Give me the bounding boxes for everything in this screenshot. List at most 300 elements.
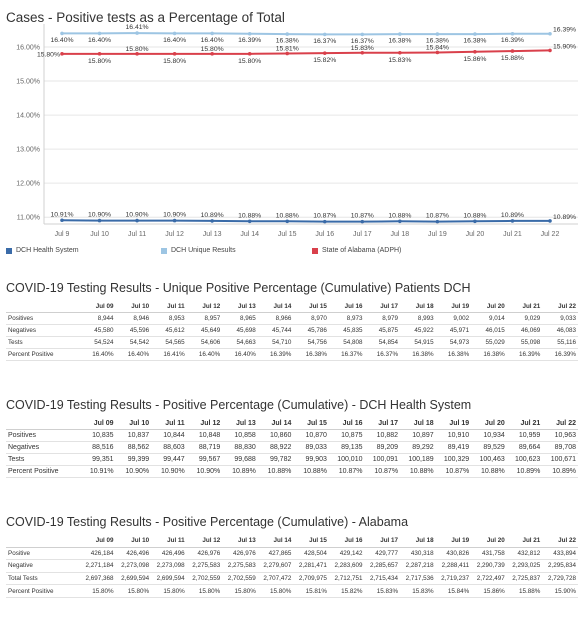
column-header: Jul 20	[471, 535, 507, 547]
table-cell: 2,283,609	[329, 560, 365, 573]
row-label: Total Tests	[6, 572, 80, 585]
table-cell: 16.40%	[222, 349, 258, 361]
data-point	[436, 32, 440, 36]
data-point	[285, 219, 289, 223]
table-alabama	[6, 535, 578, 598]
table-cell: 89,708	[542, 442, 578, 454]
data-point	[436, 220, 440, 224]
data-label: 15.80%	[88, 57, 112, 65]
table-cell: 10,897	[400, 430, 436, 442]
table-cell: 16.39%	[542, 349, 578, 361]
table-cell: 100,329	[436, 454, 472, 466]
table-cell: 89,135	[329, 442, 365, 454]
table-cell: 2,288,411	[436, 560, 472, 573]
data-point	[511, 32, 515, 36]
data-label: 10.90%	[88, 211, 112, 219]
table-cell: 16.37%	[365, 349, 401, 361]
table-cell: 10.88%	[400, 466, 436, 478]
data-label: 16.37%	[350, 37, 374, 45]
data-label: 10.87%	[425, 212, 449, 220]
column-header: Jul 11	[151, 301, 187, 313]
column-header: Jul 22	[542, 418, 578, 430]
legend-item	[312, 247, 401, 254]
table-cell: 2,699,594	[116, 572, 152, 585]
table-cell: 54,710	[258, 337, 294, 349]
x-tick-label: Jul 10	[90, 231, 109, 238]
table-title-dch-health-system: COVID-19 Testing Results - Positive Percentage (Cumulative) - DCH Health System	[6, 398, 472, 412]
table-cell: 88,562	[116, 442, 152, 454]
table-cell: 10,870	[293, 430, 329, 442]
table-cell: 45,875	[365, 325, 401, 337]
data-point	[60, 52, 64, 56]
table-cell: 8,953	[151, 313, 187, 325]
table-cell: 10.87%	[436, 466, 472, 478]
table-cell: 2,702,559	[222, 572, 258, 585]
table-cell: 8,970	[293, 313, 329, 325]
table-row	[6, 313, 578, 325]
row-label: Tests	[6, 337, 80, 349]
table-cell: 433,894	[542, 547, 578, 560]
x-tick-label: Jul 11	[127, 231, 147, 238]
table-row	[6, 585, 578, 598]
table-row	[6, 572, 578, 585]
table-cell: 2,285,657	[365, 560, 401, 573]
table-corner	[6, 301, 80, 313]
table-cell: 2,275,583	[222, 560, 258, 573]
table-cell: 2,717,536	[400, 572, 436, 585]
column-header: Jul 21	[507, 301, 543, 313]
column-header: Jul 19	[436, 535, 472, 547]
table-cell: 55,029	[471, 337, 507, 349]
column-header: Jul 17	[365, 535, 401, 547]
column-header: Jul 09	[80, 418, 116, 430]
table-cell: 15.88%	[507, 585, 543, 598]
table-cell: 431,758	[471, 547, 507, 560]
column-header: Jul 21	[507, 418, 543, 430]
table-cell: 10,844	[151, 430, 187, 442]
x-tick-label: Jul 18	[390, 231, 410, 238]
table-cell: 88,719	[187, 442, 223, 454]
column-header: Jul 09	[80, 535, 116, 547]
table-title-unique-dch: COVID-19 Testing Results - Unique Positive Percentage (Cumulative) Patients DCH	[6, 281, 471, 295]
table-cell: 2,293,025	[507, 560, 543, 573]
data-label: 15.83%	[350, 44, 374, 52]
data-label: 10.90%	[125, 211, 149, 219]
data-label: 10.89%	[200, 211, 224, 219]
table-cell: 45,649	[187, 325, 223, 337]
table-cell: 429,142	[329, 547, 365, 560]
data-point	[511, 219, 515, 223]
data-point	[98, 219, 102, 223]
table-cell: 10.90%	[116, 466, 152, 478]
table-cell: 2,275,583	[187, 560, 223, 573]
table-cell: 426,496	[116, 547, 152, 560]
table-cell: 2,295,834	[542, 560, 578, 573]
chart-title: Cases - Positive tests as a Percentage of Total	[6, 10, 285, 25]
data-point	[60, 32, 64, 36]
data-point	[248, 32, 252, 36]
table-cell: 89,033	[293, 442, 329, 454]
data-point	[473, 32, 477, 36]
data-point	[173, 219, 177, 223]
table-cell: 10.89%	[507, 466, 543, 478]
column-header: Jul 15	[293, 301, 329, 313]
data-point	[285, 32, 289, 36]
data-label: 15.82%	[313, 57, 337, 65]
table-cell: 54,973	[436, 337, 472, 349]
table-cell: 10,934	[471, 430, 507, 442]
table-cell: 2,712,751	[329, 572, 365, 585]
data-point	[323, 33, 327, 37]
column-header: Jul 12	[187, 418, 223, 430]
data-label: 16.38%	[388, 37, 412, 45]
column-header: Jul 12	[187, 301, 223, 313]
column-header: Jul 17	[365, 418, 401, 430]
table-cell: 88,516	[80, 442, 116, 454]
table-row	[6, 547, 578, 560]
table-cell: 54,915	[400, 337, 436, 349]
x-tick-label: Jul 14	[240, 231, 260, 238]
table-cell: 2,702,559	[187, 572, 223, 585]
table-cell: 2,709,975	[293, 572, 329, 585]
table-cell: 10,858	[222, 430, 258, 442]
table-cell: 10,860	[258, 430, 294, 442]
table-cell: 99,447	[151, 454, 187, 466]
data-label: 16.40%	[50, 36, 74, 44]
data-point	[210, 219, 214, 223]
column-header: Jul 11	[151, 535, 187, 547]
data-point	[323, 51, 327, 55]
data-label: 16.40%	[163, 36, 187, 44]
table-cell: 10.87%	[329, 466, 365, 478]
table-cell: 8,979	[365, 313, 401, 325]
table-cell: 99,567	[187, 454, 223, 466]
table-row	[6, 466, 578, 478]
table-cell: 2,725,837	[507, 572, 543, 585]
x-tick-label: Jul 22	[540, 231, 560, 238]
data-label: 15.84%	[425, 44, 449, 52]
table-cell: 10.87%	[365, 466, 401, 478]
table-cell: 10.90%	[187, 466, 223, 478]
row-label: Positives	[6, 313, 80, 325]
table-cell: 430,826	[436, 547, 472, 560]
table-cell: 429,777	[365, 547, 401, 560]
column-header: Jul 16	[329, 301, 365, 313]
table-cell: 10,910	[436, 430, 472, 442]
table-cell: 427,865	[258, 547, 294, 560]
table-cell: 45,744	[258, 325, 294, 337]
table-cell: 2,273,098	[116, 560, 152, 573]
table-cell: 10,837	[116, 430, 152, 442]
table-cell: 10.88%	[471, 466, 507, 478]
data-label: 15.86%	[463, 55, 487, 63]
table-cell: 45,786	[293, 325, 329, 337]
data-label: 10.87%	[313, 212, 337, 220]
table-cell: 8,973	[329, 313, 365, 325]
table-cell: 54,663	[222, 337, 258, 349]
table-cell: 2,287,218	[400, 560, 436, 573]
data-point	[135, 31, 139, 35]
data-label: 15.80%	[36, 51, 60, 59]
table-cell: 46,069	[507, 325, 543, 337]
data-label: 15.80%	[238, 57, 262, 65]
table-row	[6, 337, 578, 349]
data-point	[548, 49, 552, 53]
table-cell: 2,729,728	[542, 572, 578, 585]
table-cell: 89,292	[400, 442, 436, 454]
table-cell: 8,966	[258, 313, 294, 325]
table-row	[6, 454, 578, 466]
y-tick-label: 13.00%	[16, 146, 40, 154]
table-cell: 100,463	[471, 454, 507, 466]
table-cell: 89,529	[471, 442, 507, 454]
table-cell: 2,273,098	[151, 560, 187, 573]
table-cell: 15.80%	[187, 585, 223, 598]
table-cell: 55,098	[507, 337, 543, 349]
column-header: Jul 15	[293, 535, 329, 547]
table-row	[6, 442, 578, 454]
table-cell: 10,963	[542, 430, 578, 442]
x-tick-label: Jul 9	[54, 231, 70, 238]
table-cell: 16.39%	[507, 349, 543, 361]
data-point	[511, 49, 515, 53]
row-label: Positive	[6, 547, 80, 560]
table-cell: 54,606	[187, 337, 223, 349]
table-cell: 99,351	[80, 454, 116, 466]
data-label: 16.39%	[553, 26, 577, 34]
y-tick-label: 11.00%	[16, 214, 40, 222]
table-cell: 10,835	[80, 430, 116, 442]
table-corner	[6, 535, 80, 547]
legend-label: DCH Unique Results	[171, 247, 236, 254]
data-label: 10.88%	[463, 212, 487, 220]
table-cell: 8,965	[222, 313, 258, 325]
legend-label: DCH Health System	[16, 247, 79, 254]
data-point	[248, 52, 252, 56]
data-point	[473, 50, 477, 54]
table-cell: 16.41%	[151, 349, 187, 361]
data-label: 10.88%	[238, 212, 262, 220]
row-label: Negative	[6, 560, 80, 573]
table-cell: 88,830	[222, 442, 258, 454]
table-cell: 45,922	[400, 325, 436, 337]
legend-swatch	[161, 248, 167, 254]
column-header: Jul 17	[365, 301, 401, 313]
table-cell: 99,782	[258, 454, 294, 466]
table-cell: 100,091	[365, 454, 401, 466]
legend-item	[6, 247, 79, 254]
data-point	[173, 52, 177, 56]
table-cell: 15.80%	[151, 585, 187, 598]
column-header: Jul 09	[80, 301, 116, 313]
table-cell: 54,565	[151, 337, 187, 349]
table-cell: 10.88%	[293, 466, 329, 478]
series-line	[62, 33, 550, 34]
x-tick-label: Jul 16	[315, 231, 335, 238]
y-tick-label: 12.00%	[16, 180, 40, 188]
table-cell: 9,014	[471, 313, 507, 325]
table-cell: 100,623	[507, 454, 543, 466]
x-tick-label: Jul 21	[503, 231, 522, 238]
column-header: Jul 13	[222, 535, 258, 547]
chart-legend	[6, 247, 578, 261]
column-header: Jul 14	[258, 301, 294, 313]
table-cell: 16.40%	[187, 349, 223, 361]
table-header-row	[6, 301, 578, 313]
series-line	[62, 220, 550, 221]
table-cell: 10.89%	[222, 466, 258, 478]
table-cell: 54,808	[329, 337, 365, 349]
table-cell: 426,496	[151, 547, 187, 560]
table-cell: 2,722,497	[471, 572, 507, 585]
column-header: Jul 11	[151, 418, 187, 430]
table-cell: 2,699,594	[151, 572, 187, 585]
table-cell: 16.37%	[329, 349, 365, 361]
table-corner	[6, 418, 80, 430]
table-header-row	[6, 535, 578, 547]
data-point	[210, 32, 214, 36]
table-cell: 10,848	[187, 430, 223, 442]
legend-swatch	[6, 248, 12, 254]
x-tick-label: Jul 13	[202, 231, 222, 238]
table-cell: 10.89%	[542, 466, 578, 478]
table-cell: 16.38%	[436, 349, 472, 361]
data-point	[361, 33, 365, 37]
table-cell: 15.90%	[542, 585, 578, 598]
table-cell: 428,504	[293, 547, 329, 560]
column-header: Jul 10	[116, 418, 152, 430]
column-header: Jul 20	[471, 301, 507, 313]
table-cell: 9,033	[542, 313, 578, 325]
data-label: 16.41%	[125, 24, 149, 32]
table-cell: 426,184	[80, 547, 116, 560]
x-tick-label: Jul 12	[165, 231, 184, 238]
legend-swatch	[312, 248, 318, 254]
column-header: Jul 20	[471, 418, 507, 430]
table-cell: 100,010	[329, 454, 365, 466]
table-cell: 2,281,471	[293, 560, 329, 573]
table-cell: 45,596	[116, 325, 152, 337]
column-header: Jul 12	[187, 535, 223, 547]
data-label: 15.80%	[200, 45, 224, 53]
data-point	[98, 32, 102, 36]
data-label: 10.90%	[163, 211, 187, 219]
table-header-row	[6, 418, 578, 430]
data-point	[398, 32, 402, 36]
table-cell: 45,698	[222, 325, 258, 337]
table-row	[6, 349, 578, 361]
row-label: Positives	[6, 430, 80, 442]
table-cell: 89,419	[436, 442, 472, 454]
table-cell: 16.40%	[116, 349, 152, 361]
data-point	[398, 51, 402, 55]
table-cell: 2,719,237	[436, 572, 472, 585]
data-label: 15.80%	[125, 45, 149, 53]
data-point	[248, 219, 252, 223]
column-header: Jul 16	[329, 418, 365, 430]
column-header: Jul 19	[436, 418, 472, 430]
table-cell: 99,399	[116, 454, 152, 466]
table-cell: 100,671	[542, 454, 578, 466]
table-cell: 15.82%	[329, 585, 365, 598]
data-label: 15.81%	[275, 45, 299, 53]
data-label: 15.83%	[388, 56, 412, 64]
data-point	[98, 52, 102, 56]
data-label: 16.38%	[425, 37, 449, 45]
table-cell: 16.39%	[258, 349, 294, 361]
table-cell: 99,688	[222, 454, 258, 466]
table-cell: 46,015	[471, 325, 507, 337]
table-cell: 8,946	[116, 313, 152, 325]
table-dch-health-system	[6, 418, 578, 478]
table-cell: 45,580	[80, 325, 116, 337]
row-label: Percent Positive	[6, 585, 80, 598]
table-cell: 16.38%	[293, 349, 329, 361]
table-cell: 8,993	[400, 313, 436, 325]
data-point	[173, 32, 177, 36]
data-label: 16.40%	[88, 36, 112, 44]
table-cell: 430,318	[400, 547, 436, 560]
row-label: Negatives	[6, 325, 80, 337]
x-tick-label: Jul 20	[465, 231, 485, 238]
data-label: 10.87%	[350, 212, 374, 220]
column-header: Jul 18	[400, 418, 436, 430]
data-label: 15.88%	[500, 55, 524, 63]
table-row	[6, 325, 578, 337]
table-cell: 45,835	[329, 325, 365, 337]
y-tick-label: 15.00%	[16, 78, 40, 86]
table-cell: 15.81%	[293, 585, 329, 598]
table-cell: 10,959	[507, 430, 543, 442]
table-cell: 2,290,739	[471, 560, 507, 573]
table-cell: 8,957	[187, 313, 223, 325]
table-cell: 99,903	[293, 454, 329, 466]
table-cell: 432,812	[507, 547, 543, 560]
column-header: Jul 22	[542, 301, 578, 313]
table-cell: 55,116	[542, 337, 578, 349]
table-cell: 16.38%	[400, 349, 436, 361]
data-label: 10.88%	[275, 212, 299, 220]
data-label: 10.88%	[388, 212, 412, 220]
table-cell: 89,664	[507, 442, 543, 454]
table-cell: 100,189	[400, 454, 436, 466]
data-label: 16.40%	[200, 36, 224, 44]
table-cell: 8,944	[80, 313, 116, 325]
table-cell: 2,279,607	[258, 560, 294, 573]
x-tick-label: Jul 19	[428, 231, 447, 238]
data-point	[548, 219, 552, 223]
table-row	[6, 560, 578, 573]
data-point	[60, 218, 64, 222]
column-header: Jul 13	[222, 418, 258, 430]
table-cell: 10.90%	[151, 466, 187, 478]
table-cell: 10.88%	[258, 466, 294, 478]
data-label: 16.38%	[463, 37, 487, 45]
table-cell: 2,707,472	[258, 572, 294, 585]
table-cell: 54,854	[365, 337, 401, 349]
column-header: Jul 14	[258, 418, 294, 430]
row-label: Tests	[6, 454, 80, 466]
table-cell: 9,029	[507, 313, 543, 325]
data-label: 10.89%	[500, 211, 524, 219]
data-label: 10.89%	[553, 213, 577, 221]
x-tick-label: Jul 17	[352, 231, 372, 238]
y-tick-label: 14.00%	[16, 112, 40, 120]
x-tick-label: Jul 15	[277, 231, 297, 238]
table-cell: 46,083	[542, 325, 578, 337]
data-label: 10.91%	[50, 211, 74, 219]
row-label: Percent Positive	[6, 466, 80, 478]
